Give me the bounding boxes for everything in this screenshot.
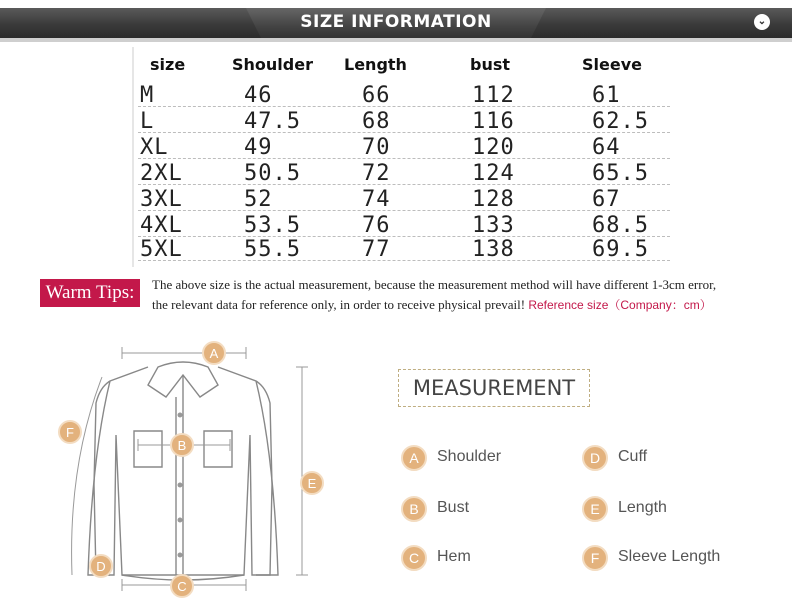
cell-length: 66: [362, 83, 391, 108]
svg-text:B: B: [177, 438, 187, 453]
banner-title: SIZE INFORMATION: [300, 12, 492, 32]
marker-b: [171, 434, 193, 456]
cell-shoulder: 55.5: [244, 237, 301, 262]
cell-length: 76: [362, 213, 391, 238]
cell-length: 77: [362, 237, 391, 262]
row-divider: [138, 106, 670, 107]
legend-label: Hem: [437, 548, 471, 565]
cell-bust: 116: [472, 109, 515, 134]
cell-shoulder: 47.5: [244, 109, 301, 134]
shirt-measurement-diagram: [30, 335, 390, 610]
marker-f: [59, 421, 81, 443]
cell-length: 72: [362, 161, 391, 186]
cell-length: 70: [362, 135, 391, 160]
cell-size: 4XL: [140, 213, 183, 238]
cell-size: XL: [140, 135, 169, 160]
legend-badge: E: [582, 496, 608, 522]
cell-shoulder: 50.5: [244, 161, 301, 186]
cell-shoulder: 46: [244, 83, 273, 108]
svg-text:F: F: [66, 425, 74, 440]
legend-label: Length: [618, 499, 667, 516]
cell-sleeve: 69.5: [592, 237, 649, 262]
size-table: [132, 47, 676, 267]
table-row: [134, 187, 676, 213]
legend-badge: F: [582, 545, 608, 571]
cell-size: M: [140, 83, 155, 108]
table-row: [134, 161, 676, 187]
marker-d: [90, 555, 112, 577]
legend-badge: C: [401, 545, 427, 571]
legend-badge: D: [582, 445, 608, 471]
svg-text:D: D: [96, 559, 106, 574]
cell-length: 74: [362, 187, 391, 212]
legend-badge: B: [401, 496, 427, 522]
svg-text:A: A: [209, 346, 219, 361]
table-row: [134, 213, 676, 239]
cell-length: 68: [362, 109, 391, 134]
chevron-down-icon[interactable]: ⌄: [754, 14, 770, 30]
marker-a: [203, 342, 225, 364]
tips-line-2: [152, 295, 772, 315]
legend-badge: A: [401, 445, 427, 471]
row-divider: [138, 260, 670, 261]
cell-sleeve: 67: [592, 187, 621, 212]
cell-sleeve: 68.5: [592, 213, 649, 238]
table-row: [134, 135, 676, 161]
table-row: [134, 83, 676, 109]
header-size: size: [150, 55, 186, 74]
cell-shoulder: 53.5: [244, 213, 301, 238]
header-bust: bust: [470, 55, 511, 74]
cell-sleeve: 65.5: [592, 161, 649, 186]
header-sleeve: Sleeve: [582, 55, 642, 74]
warm-tips-text: [152, 275, 772, 315]
table-row: [134, 109, 676, 135]
row-divider: [138, 158, 670, 159]
cell-sleeve: 61: [592, 83, 621, 108]
section-banner: [0, 8, 792, 42]
marker-c: [171, 575, 193, 597]
cell-bust: 138: [472, 237, 515, 262]
row-divider: [138, 210, 670, 211]
reference-note: Reference size（Company：cm）: [528, 298, 712, 312]
row-divider: [138, 132, 670, 133]
table-row: [134, 237, 676, 263]
measurement-title: MEASUREMENT: [398, 369, 590, 407]
header-length: Length: [344, 55, 407, 74]
cell-sleeve: 62.5: [592, 109, 649, 134]
legend-label: Cuff: [618, 448, 648, 465]
header-shoulder: Shoulder: [232, 55, 313, 74]
row-divider: [138, 184, 670, 185]
cell-shoulder: 52: [244, 187, 273, 212]
legend-label: Shoulder: [437, 448, 502, 465]
cell-bust: 120: [472, 135, 515, 160]
shirt-outline: [88, 362, 278, 580]
tips-line-1: The above size is the actual measurement, because the measurement method will have different 1-3cm error,: [152, 277, 717, 292]
cell-bust: 124: [472, 161, 515, 186]
svg-text:E: E: [307, 476, 317, 491]
cell-size: 3XL: [140, 187, 183, 212]
cell-shoulder: 49: [244, 135, 273, 160]
warm-tips-label: Warm Tips:: [40, 279, 140, 307]
legend-label: Sleeve Length: [618, 548, 721, 565]
marker-e: [301, 472, 323, 494]
cell-bust: 112: [472, 83, 515, 108]
cell-bust: 133: [472, 213, 515, 238]
legend-label: Bust: [437, 499, 470, 516]
cell-size: 5XL: [140, 237, 183, 262]
tips-line-2-text: the relevant data for reference only, in order to receive physical prevail!: [152, 297, 526, 312]
cell-size: L: [140, 109, 155, 134]
svg-text:C: C: [177, 579, 187, 594]
cell-bust: 128: [472, 187, 515, 212]
cell-size: 2XL: [140, 161, 183, 186]
cell-sleeve: 64: [592, 135, 621, 160]
